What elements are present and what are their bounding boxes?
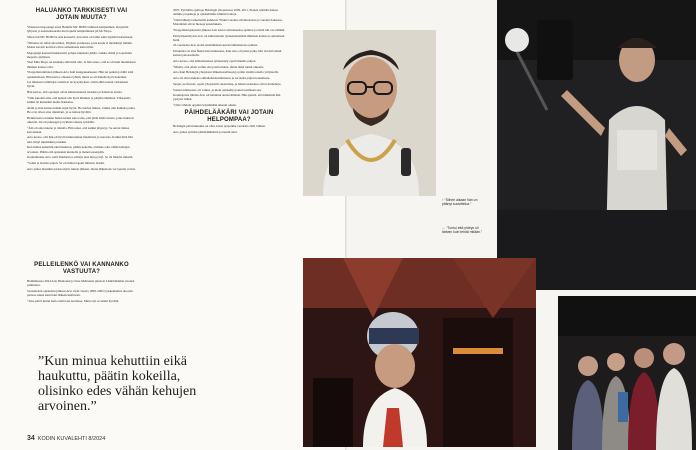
caption-text: “Tuntui että yhteys oli tärkein kuin tehdä mitään.” [442, 226, 482, 235]
crowd-photo [558, 296, 696, 450]
studio-photo [497, 0, 696, 290]
magazine-issue: KODIN KUVALEHTI 8/2024 [37, 436, 106, 442]
portrait-photo [303, 30, 436, 196]
paragraph: Ylioppilastutkinnon jälkeen Arto haki kauppakorkeaan. Hän sai paikan ja lähti siitä opiskelemaan. Hän kertoo olleensa tyhmä, mutta se oli hänelle hyvä kokemus. [27, 70, 134, 79]
paragraph: Mopojengi kaatuisi hiekkareitti pohjaa lukeneita juhlia, vaikka olikin jo lopettanut mopolla ajamisen. [27, 50, 132, 59]
paragraph: Helsingin palvelukeskus on ollut Arton työpaikka vuodesta 2021 lähtien. [173, 124, 266, 129]
caption-text: “Siihen aikaan hän on pitänyt suosittelua.” [442, 198, 478, 207]
paragraph: Arto kertoo, että hän oli hyvin kiinnostunut musiikista jo nuorena. Kaikki mitä hän teki, liittyi musiikkiin jotenkin. [27, 135, 133, 144]
paragraph: Sitten tuli MC HOPO:n eräs konsertti, kavereita oli tullut salin täydeltä katsomaan. [27, 34, 133, 39]
paragraph: Sergei, professori, opetti yliopistolla anatomiaa, ja hänen saarnansa olivat tunnettuja. [173, 81, 282, 86]
paragraph: Kun minua kehuttiin eikä haukuttu, päätin kokeilla, olisinko edes vähän kehujen arvoinen. Päätin että opiskelen kunnolla ja menen eteenpäin. [27, 145, 130, 154]
section-heading-1: HALUANKO TARKKISESTI VAI JOTAIN MUUTA? [35, 8, 128, 21]
paragraph: Jos lukeneet toimittajat ottaisivat ne kysymykset, olisin ehkä saanut vastauksen hyvin. [27, 80, 129, 89]
caption-text: “Soma sportsin nurmilla, että ennen kuin pääsi Arton kanssa lavalle.” [503, 226, 561, 235]
paragraph: Arto jatkoi musiikin parissa myös lukion jälkeen, mutta lääketiede vei lopulta voiton. [27, 166, 136, 171]
paragraph: “Olen lähtenyt ulkomaille kahdesti. Yhden vuoden olin Ruotsissa ja vuoden Saksassa. Molemmat olivat hienoja kokemuksia. [173, 17, 283, 27]
section-heading-2: PELLEILENKÖ VAI KANNANKO VASTUUTA? [34, 262, 129, 275]
paragraph: 2007. Pyöräilin opintoja Helsingin yliopistossa 2009–2011. Pienen ryhmän kanssa teimme projekteja ja opiskelimme kliinisiä taitoja. [173, 8, 279, 17]
paragraph: “Äiti oli aina tukena ja rinnalla. Hän sanoi, että kaikki järjestyy. Se auttoi minua kasvamaan. [27, 125, 130, 134]
paragraph: “Soitin ja lauloin paljon. Se oli minun tapani ilmaista itseäni. [27, 160, 105, 165]
paragraph: Kouluajoista lähtien Arto oli halunnut auttaa ihmisiä. Hän ajatteli, että lääkärinä hän pystyisi siihen. [173, 93, 281, 102]
article-column-1 [27, 8, 136, 172]
paragraph: Palokunta oli aina hänen harrastuksensa. Kun Arto oli pieni poika, hän vieraili isänsä kanssa paloasemalla. [173, 49, 282, 58]
arrow-up-icon: ↑ [442, 198, 444, 202]
arrow-right-icon: → [503, 226, 508, 230]
column-2-tail [173, 124, 285, 134]
arrow-left-icon: ← [442, 226, 447, 230]
paragraph: Helmikuussa 2024 Arto Heinonen ja Vesa Mehtonen jakoivat Lääkärilehden vuoden palkinnon. [27, 279, 135, 288]
paragraph: Toinen tenttisessio oli vaikea, ja moni opiskelija joutui uusimaan sen. [173, 87, 262, 92]
paragraph: “Olen vihdoin oppinut käyttämään aikaani oikein. [173, 103, 237, 108]
caption-crowd [503, 226, 561, 235]
section-heading-3: PÄIHDELÄÄKÄRI VAI JOTAIN HELPOMPAA? [184, 110, 274, 124]
paragraph: Arto haki Helsingin yliopiston lääketieteelliseen ja pääsi sisään toisella yrityksellä. [173, 70, 279, 75]
paragraph: Parityöskentelyssä Arto oli kiinnostunut työskentelemään ihmisten kanssa ja auttamaan heitä. [173, 33, 285, 42]
paragraph: Yksi Miia Mopo on kaukana siitä mitä olin. Ja hän sanoo, että se oli kuin muunlaisen ihmisen kanssa olisi. [27, 60, 136, 69]
paragraph: “Joka päivä tuntui kuin olisin taas koulussa. Mutta nyt se tuntui hyvältä. [27, 298, 119, 303]
caption-concert [442, 226, 488, 235]
page-folio [27, 435, 105, 442]
arrow-up-icon: ↑ [503, 198, 505, 202]
paragraph: “Minusta oli tullut showmies. Pärjäsin porukassa, josta koulu ei merkinnyt mitään. Monet kaverit koitivat olivat samanlaisia kuin minä. [27, 40, 133, 49]
caption-portrait [442, 198, 488, 207]
paragraph: Arto jatkaa työtään päihdelääkärinä ja nauttii siitä. [173, 130, 238, 135]
column-1-paragraphs-c [27, 279, 136, 303]
paragraph: Arto kertoo, että ambulanssissa työskentely opetti hänelle paljon. [173, 59, 257, 64]
paragraph: “Mietin, että olisin voinut olla jotain muuta, mutta tämä tuntui oikealta. [173, 64, 265, 69]
page-number: 34 [27, 435, 35, 442]
pull-quote: ”Kun minua kehuttiin eikä haukuttu, päätin kokeilla, olisinko edes vähän kehujen arvoinen.” [38, 354, 197, 414]
paragraph: Ylioppilaskirjoitusten jälkeen Arto kertoi aloittaneensa opinnot ja niistä tuli osa elämää. [173, 27, 285, 32]
paragraph: Yläasteen mopojengi antoi Heikille MC HOPO nimisen lempinimen. Kurjattiin lyhyesti jo kolmosluokalla mut lopulta lempinimeksi jäi Mc Hopo. [27, 25, 129, 34]
paragraph: Heikki kertoo kuinka hänen isänsä sanoi aina, että pitää tehdä asioita, jotka tuntuvat oikealta. Isä oli puuseppä ja tykkäsi omasta työstään. [27, 115, 134, 124]
caption-studio [503, 198, 561, 211]
column-1-paragraphs-b [27, 96, 136, 171]
paragraph: Äidin ja isän kanssa kaikki sujui hyvin. He tukivat minua, vaikka olin hankala poika. He ovat olleet aina rinnallani, ja se tuntuu hyvältä. [27, 105, 136, 114]
paragraph: Sosiaalialan opiskelun jälkeen Arto vietti vuosia 1998–2002 työskennellen nuorten parissa ennen kuin haki lääketieteelliseen. [27, 288, 133, 298]
article-section-2 [27, 262, 136, 305]
paragraph: 22-vuotiaana Arto aloitti ensimmäisen kerran lääketieteen opinnot. [173, 43, 259, 48]
paragraph: “Olin sanonut aina, että haluan olla hyvä ihminen ja pärjätä elämässä. Yläasteella kaikki oli kuitenkin melko hankalaa. [27, 95, 131, 105]
caption-text: Arto kuvaa ensimmäisellä studiollaan. Hän kertoo, että musiikki on aina ollut tärkeä osa elämää. [503, 198, 559, 211]
article-column-2 [173, 8, 285, 136]
paragraph: Arto oli ollut mukana ambulanssitoiminnassa ja sai sieltä paljon kokemusta. [173, 76, 271, 81]
column-2-paragraphs [173, 8, 285, 107]
column-1-paragraphs-a [27, 25, 136, 94]
concert-photo [303, 258, 536, 447]
paragraph: Kouluaikoina Arto soitti bändissä ja esiintyi aina kun pystyi. Se oli hänelle tärkeää. [27, 155, 134, 160]
paragraph: Hän kertoo, että opettajat olivat kiinnostuneita tiedoista ja halusivat auttaa. [27, 90, 123, 95]
